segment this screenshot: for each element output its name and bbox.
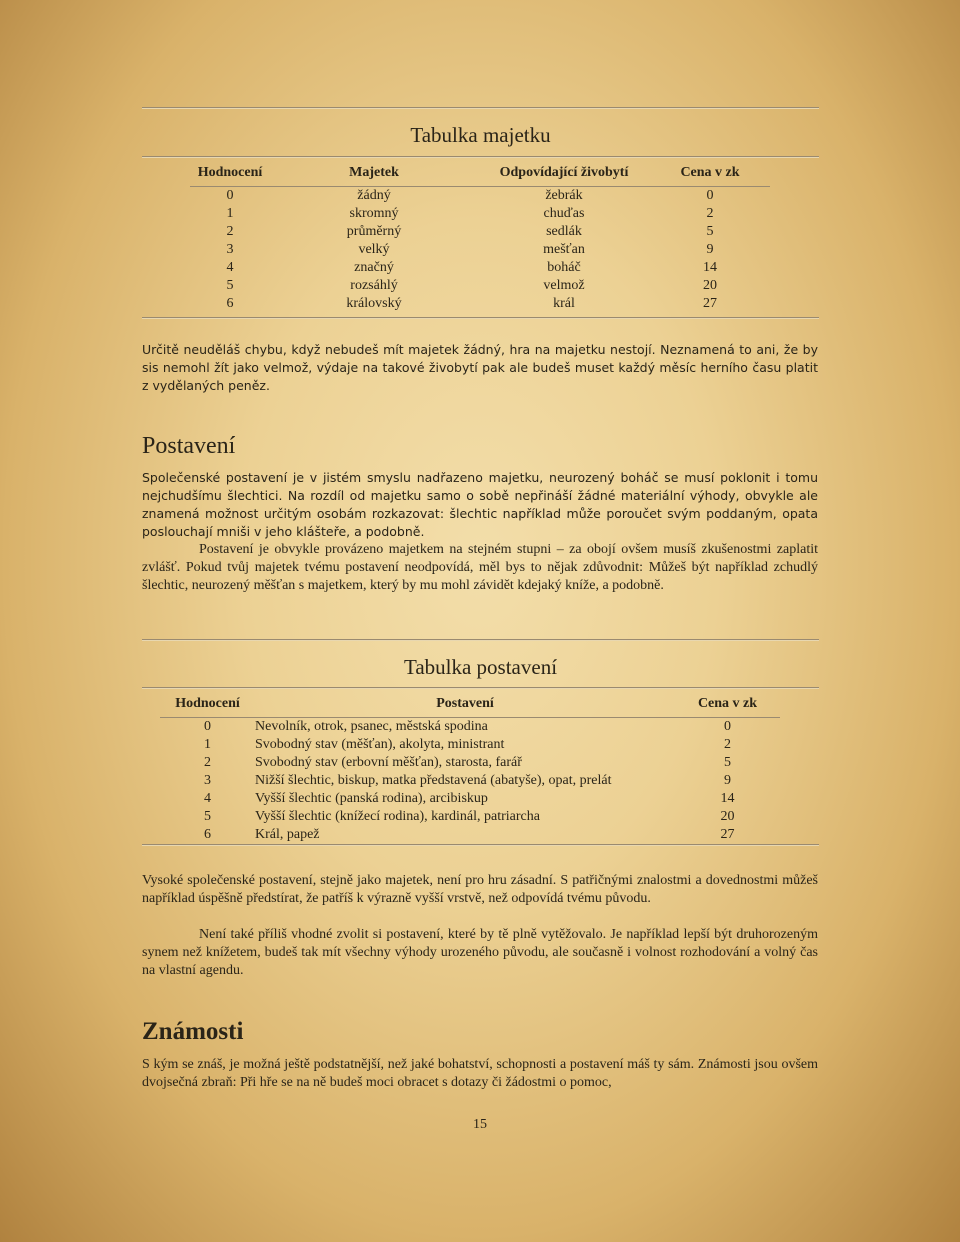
table-cell: Svobodný stav (měšťan), akolyta, ministrant (255, 737, 505, 752)
table-cell: rozsáhlý (350, 278, 398, 293)
status-table (160, 691, 780, 844)
table-cell: královský (346, 296, 402, 311)
table-cell: 3 (204, 773, 211, 788)
table-row (190, 295, 770, 313)
table-cell: 1 (226, 206, 234, 221)
table-row (190, 241, 770, 259)
header-cell: Hodnocení (190, 160, 270, 187)
table-cell: Vyšší šlechtic (panská rodina), arcibiskup (255, 791, 488, 806)
rule (142, 639, 819, 641)
table-cell: 27 (703, 296, 717, 311)
table-row (190, 187, 770, 206)
rule (142, 317, 819, 319)
table-row (190, 277, 770, 295)
table-cell: 9 (706, 242, 714, 257)
rule (142, 107, 819, 109)
table-cell: Král, papež (255, 827, 320, 842)
table-header-row (160, 691, 780, 718)
table-cell: 20 (703, 278, 717, 293)
property-table-title: Tabulka majetku (410, 123, 551, 147)
table-cell: velký (358, 242, 390, 257)
contacts-paragraph-1: S kým se znáš, je možná ještě podstatnější, než jaké bohatství, schopnosti a postavení máš ty sám. Známosti jsou ovšem dvojsečná zbraň: Při hře se na ně budeš moci obracet s dotazy či žádostmi o pomoc, (142, 1057, 818, 1090)
table-cell: Svobodný stav (erbovní měšťan), starosta, farář (255, 755, 522, 770)
table-cell: 2 (706, 206, 714, 221)
header-cell: Hodnocení (160, 691, 255, 718)
status-note-2: Není také příliš vhodné zvolit si postavení, které by tě plně vytěžovalo. Je například lepší být druhorozeným synem než knížetem, budeš tak mít všechny výhody urozeného původu, ale současně i volnost rozhodování a volný čas na vlastní agendu. (142, 927, 818, 978)
table-cell: 5 (724, 755, 731, 770)
table-cell: 5 (706, 224, 714, 239)
section-heading-status: Postavení (142, 433, 236, 459)
table-cell: průměrný (346, 224, 402, 239)
section-heading-contacts: Známosti (142, 1018, 244, 1045)
rule (142, 844, 819, 846)
table-cell: 2 (204, 755, 211, 770)
table-row (160, 808, 780, 826)
table-row (160, 790, 780, 808)
property-note: Určitě neuděláš chybu, když nebudeš mít majetek žádný, hra na majetku nestojí. Neznamená to ani, že by sis nemohl žít jako velmož, výdaje na takové živobytí pak ale budeš muset každý měsíc herního času platit z vydělaných peněz. (142, 342, 818, 393)
table-cell: skromný (349, 206, 399, 221)
table-row (160, 826, 780, 844)
table-cell: 0 (204, 719, 211, 734)
table-cell: boháč (547, 260, 581, 275)
table-cell: žebrák (545, 188, 583, 203)
table-cell: 5 (204, 809, 211, 824)
table-cell: 2 (226, 224, 234, 239)
table-cell: Nižší šlechtic, biskup, matka představená (abatyše), opat, prelát (255, 773, 612, 788)
table-cell: Nevolník, otrok, psanec, městská spodina (255, 719, 488, 734)
table-cell: Vyšší šlechtic (knížecí rodina), kardinál, patriarcha (255, 809, 540, 824)
table-row (160, 736, 780, 754)
status-note-1: Vysoké společenské postavení, stejně jako majetek, není pro hru zásadní. S patřičnými znalostmi a dovednostmi můžeš například úspěšně předstírat, že patříš k výrazně vyšší vrstvě, než odpovídá tvému původu. (142, 873, 818, 906)
table-header-row (190, 160, 770, 187)
status-paragraph-2: Postavení je obvykle provázeno majetkem na stejném stupni – za obojí ovšem musíš zkušenostmi zaplatit zvlášť. Pokud tvůj majetek tvému postavení neodpovídá, měl bys to nějak zdůvodnit: Můžeš být například zchudlý šlechtic, neurozený měšťan s majetkem, který by mu mohl závidět kdejaký kníže, a podobně. (142, 542, 818, 593)
table-cell: velmož (543, 278, 585, 293)
header-cell: Majetek (270, 160, 478, 187)
header-cell: Postavení (255, 691, 675, 718)
page-number: 15 (473, 1117, 487, 1132)
table-cell: chuďas (543, 206, 585, 221)
table-row (190, 259, 770, 277)
table-cell: 5 (226, 278, 234, 293)
status-table-title: Tabulka postavení (403, 655, 558, 679)
table-cell: 0 (724, 719, 731, 734)
table-cell: 1 (204, 737, 211, 752)
table-cell: žádný (357, 188, 391, 203)
table-cell: 6 (226, 296, 234, 311)
table-cell: 4 (204, 791, 211, 806)
table-cell: král (553, 296, 575, 311)
table-cell: 14 (720, 791, 735, 806)
table-cell: 4 (226, 260, 234, 275)
table-row (190, 223, 770, 241)
table-cell: 20 (720, 809, 735, 824)
rule (142, 156, 819, 158)
header-cell: Cena v zk (650, 160, 770, 187)
property-table (190, 160, 770, 313)
header-cell: Cena v zk (675, 691, 780, 718)
table-cell: 0 (706, 188, 714, 203)
table-cell: sedlák (546, 224, 582, 239)
table-cell: mešťan (543, 242, 585, 257)
rule (142, 687, 819, 689)
table-cell: značný (354, 260, 394, 275)
table-row (160, 772, 780, 790)
table-row (190, 205, 770, 223)
status-paragraph-1: Společenské postavení je v jistém smyslu nadřazeno majetku, neurozený boháč se musí poklonit i tomu nejchudšímu šlechtici. Na rozdíl od majetku samo o sobě nepřináší žádné materiální výhody, obvykle ale znamená možnost určitým osobám rozkazovat: šlechtic například může poroučet svým poddaným, opata poslouchají mniši v jeho klášteře, a podobně. (142, 470, 818, 539)
table-cell: 0 (226, 188, 234, 203)
table-cell: 2 (724, 737, 731, 752)
table-cell: 14 (703, 260, 717, 275)
table-cell: 3 (226, 242, 234, 257)
table-row (160, 718, 780, 737)
table-cell: 9 (724, 773, 731, 788)
table-cell: 6 (204, 827, 211, 842)
table-cell: 27 (720, 827, 735, 842)
table-row (160, 754, 780, 772)
header-cell: Odpovídající živobytí (478, 160, 650, 187)
